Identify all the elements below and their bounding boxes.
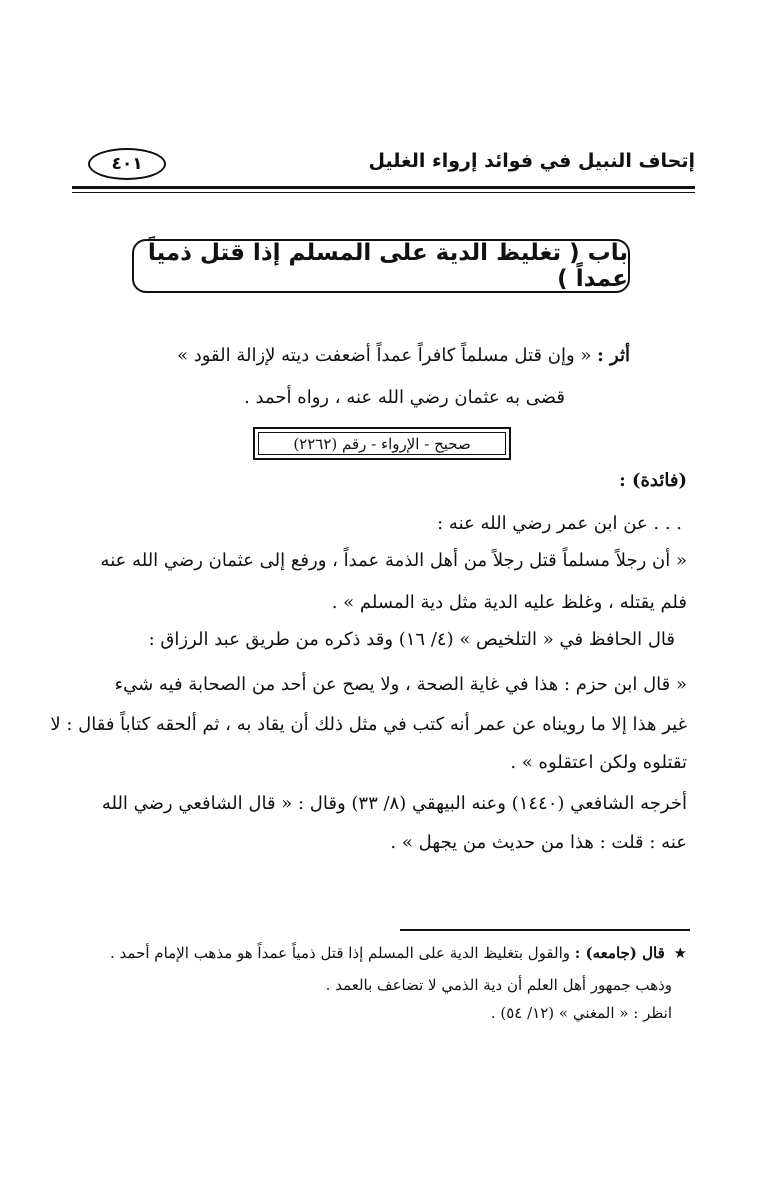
header-rule-thick: [72, 186, 695, 189]
footnote-rule: [400, 929, 690, 931]
paragraph-line: فلم يقتله ، وغلظ عليه الدية مثل دية المسلم » .: [331, 592, 687, 613]
paragraph-line: عنه : قلت : هذا من حديث من يجهل » .: [390, 832, 687, 853]
athar-attribution: قضى به عثمان رضي الله عنه ، رواه أحمد .: [244, 387, 565, 408]
paragraph-line: . . . عن ابن عمر رضي الله عنه :: [437, 513, 682, 534]
footnote-reference: انظر : « المغني » (١٢/ ٥٤) .: [490, 1004, 672, 1022]
grade-box: [253, 427, 511, 460]
paragraph-line: أخرجه الشافعي (١٤٤٠) وعنه البيهقي (٨/ ٣٣) وقال : « قال الشافعي رضي الله: [101, 793, 687, 814]
paragraph-line: « قال ابن حزم : هذا في غاية الصحة ، ولا يصح عن أحد من الصحابة فيه شيء: [114, 674, 687, 695]
footnote-line: [110, 944, 687, 964]
grade-text: صحيح - الإرواء - رقم (٢٢٦٢): [258, 432, 506, 455]
header-rule-thin: [72, 192, 695, 193]
book-title: إتحاف النبيل في فوائد إرواء الغليل: [368, 150, 695, 172]
paragraph-line: غير هذا إلا ما رويناه عن عمر أنه كتب في مثل ذلك أن يقاد به ، ثم ألحقه كتاباً فقال : لا: [50, 714, 687, 735]
paragraph-line: تقتلوه ولكن اعتقلوه » .: [510, 752, 687, 773]
star-icon: ★: [673, 944, 687, 962]
paragraph-line: « أن رجلاً مسلماً قتل رجلاً من أهل الذمة عمداً ، ورفع إلى عثمان رضي الله عنه: [100, 550, 687, 571]
athar-line: [177, 344, 630, 367]
page-number: ٤٠١: [88, 148, 166, 180]
athar-text: « وإن قتل مسلماً كافراً عمداً أضعفت ديته لإزالة القود »: [176, 345, 592, 366]
footnote-text: والقول بتغليظ الدية على المسلم إذا قتل ذمياً عمداً هو مذهب الإمام أحمد .: [110, 944, 570, 962]
faida-label: (فائدة) :: [619, 470, 687, 491]
running-header: [70, 150, 695, 184]
athar-label: أثر :: [597, 345, 630, 366]
footnote-line: وذهب جمهور أهل العلم أن دية الذمي لا تضاعف بالعمد .: [325, 976, 672, 994]
footnote-label: قال (جامعه) :: [574, 944, 665, 962]
chapter-title-box: [132, 239, 630, 293]
paragraph-line: قال الحافظ في « التلخيص » (٤/ ١٦) وقد ذكره من طريق عبد الرزاق :: [148, 629, 675, 650]
chapter-title: باب ( تغليظ الدية على المسلم إذا قتل ذمياً عمداً ): [147, 240, 628, 292]
